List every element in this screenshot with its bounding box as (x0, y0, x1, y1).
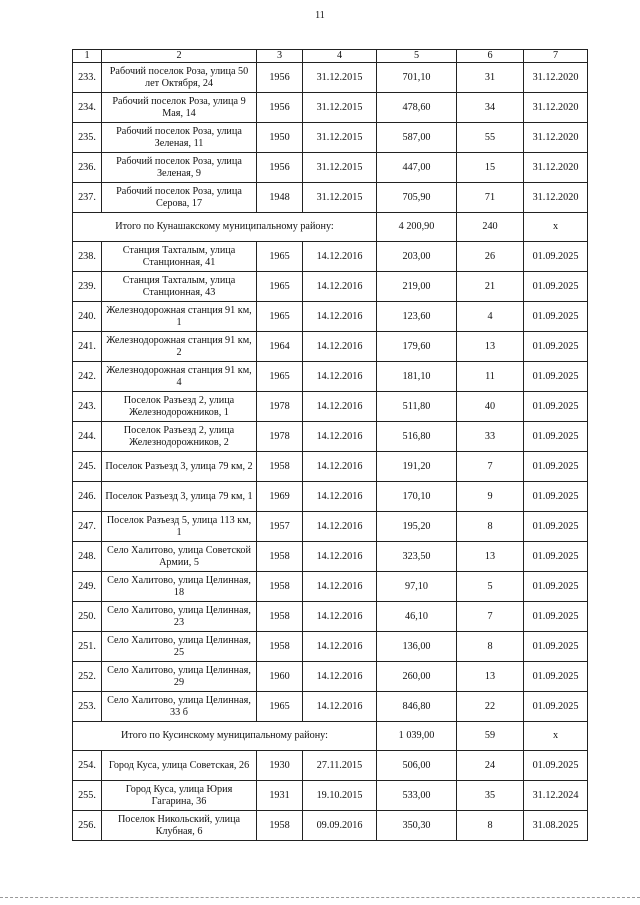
residents-count: 31 (457, 63, 524, 93)
house-address: Поселок Разъезд 5, улица 113 км, 1 (102, 512, 257, 542)
recognition-date: 14.12.2016 (303, 482, 377, 512)
resettlement-deadline: 31.12.2020 (524, 153, 588, 183)
table-row (73, 452, 588, 482)
recognition-date: 14.12.2016 (303, 272, 377, 302)
recognition-date: 09.09.2016 (303, 811, 377, 841)
row-number: 235. (73, 123, 102, 153)
house-area: 511,80 (377, 392, 457, 422)
house-area: 181,10 (377, 362, 457, 392)
resettlement-deadline: 01.09.2025 (524, 392, 588, 422)
resettlement-deadline: 01.09.2025 (524, 602, 588, 632)
house-address: Село Халитово, улица Целинная, 25 (102, 632, 257, 662)
table-row (73, 542, 588, 572)
column-header: 1 (73, 50, 102, 63)
residents-count: 26 (457, 242, 524, 272)
total-label: Итого по Кусинскому муниципальному району: (73, 722, 377, 751)
row-number: 247. (73, 512, 102, 542)
row-number: 242. (73, 362, 102, 392)
row-number: 251. (73, 632, 102, 662)
total-label: Итого по Кунашакскому муниципальному району: (73, 213, 377, 242)
table-row (73, 242, 588, 272)
residents-count: 33 (457, 422, 524, 452)
house-address: Село Халитово, улица Советской Армии, 5 (102, 542, 257, 572)
recognition-date: 14.12.2016 (303, 392, 377, 422)
build-year: 1931 (257, 781, 303, 811)
house-area: 846,80 (377, 692, 457, 722)
district-total-row (73, 722, 588, 751)
total-area: 4 200,90 (377, 213, 457, 242)
total-area: 1 039,00 (377, 722, 457, 751)
housing-register-table (72, 49, 588, 841)
resettlement-deadline: 01.09.2025 (524, 632, 588, 662)
table-row (73, 93, 588, 123)
recognition-date: 19.10.2015 (303, 781, 377, 811)
build-year: 1958 (257, 811, 303, 841)
house-address: Станция Тахталым, улица Станционная, 43 (102, 272, 257, 302)
total-residents: 240 (457, 213, 524, 242)
row-number: 240. (73, 302, 102, 332)
row-number: 238. (73, 242, 102, 272)
residents-count: 8 (457, 632, 524, 662)
residents-count: 8 (457, 512, 524, 542)
house-area: 97,10 (377, 572, 457, 602)
build-year: 1948 (257, 183, 303, 213)
build-year: 1956 (257, 63, 303, 93)
house-address: Поселок Разъезд 3, улица 79 км, 2 (102, 452, 257, 482)
table-row (73, 751, 588, 781)
table-row (73, 811, 588, 841)
page-bottom-divider (0, 897, 640, 898)
table-row (73, 302, 588, 332)
resettlement-deadline: 01.09.2025 (524, 332, 588, 362)
residents-count: 55 (457, 123, 524, 153)
district-total-row (73, 213, 588, 242)
resettlement-deadline: 01.09.2025 (524, 512, 588, 542)
residents-count: 35 (457, 781, 524, 811)
residents-count: 21 (457, 272, 524, 302)
house-area: 516,80 (377, 422, 457, 452)
table-row (73, 632, 588, 662)
house-address: Село Халитово, улица Целинная, 18 (102, 572, 257, 602)
recognition-date: 14.12.2016 (303, 632, 377, 662)
residents-count: 40 (457, 392, 524, 422)
total-residents: 59 (457, 722, 524, 751)
row-number: 245. (73, 452, 102, 482)
build-year: 1965 (257, 692, 303, 722)
row-number: 248. (73, 542, 102, 572)
resettlement-deadline: 01.09.2025 (524, 422, 588, 452)
recognition-date: 14.12.2016 (303, 452, 377, 482)
table-row (73, 692, 588, 722)
house-address: Село Халитово, улица Целинная, 23 (102, 602, 257, 632)
row-number: 254. (73, 751, 102, 781)
house-address: Рабочий поселок Роза, улица Зеленая, 11 (102, 123, 257, 153)
table-row (73, 512, 588, 542)
row-number: 253. (73, 692, 102, 722)
total-deadline: x (524, 722, 588, 751)
house-address: Железнодорожная станция 91 км, 4 (102, 362, 257, 392)
house-area: 219,00 (377, 272, 457, 302)
house-area: 701,10 (377, 63, 457, 93)
house-area: 203,00 (377, 242, 457, 272)
row-number: 237. (73, 183, 102, 213)
resettlement-deadline: 01.09.2025 (524, 692, 588, 722)
row-number: 256. (73, 811, 102, 841)
recognition-date: 14.12.2016 (303, 242, 377, 272)
house-address: Город Куса, улица Советская, 26 (102, 751, 257, 781)
build-year: 1964 (257, 332, 303, 362)
build-year: 1950 (257, 123, 303, 153)
row-number: 252. (73, 662, 102, 692)
residents-count: 4 (457, 302, 524, 332)
house-address: Станция Тахталым, улица Станционная, 41 (102, 242, 257, 272)
house-address: Рабочий поселок Роза, улица Зеленая, 9 (102, 153, 257, 183)
table-row (73, 572, 588, 602)
build-year: 1969 (257, 482, 303, 512)
table-row (73, 123, 588, 153)
build-year: 1956 (257, 153, 303, 183)
page-number: 11 (315, 10, 325, 21)
table-row (73, 662, 588, 692)
build-year: 1965 (257, 242, 303, 272)
build-year: 1930 (257, 751, 303, 781)
residents-count: 13 (457, 332, 524, 362)
recognition-date: 31.12.2015 (303, 153, 377, 183)
residents-count: 71 (457, 183, 524, 213)
recognition-date: 31.12.2015 (303, 93, 377, 123)
row-number: 241. (73, 332, 102, 362)
table-row (73, 781, 588, 811)
house-address: Железнодорожная станция 91 км, 2 (102, 332, 257, 362)
recognition-date: 14.12.2016 (303, 362, 377, 392)
house-address: Рабочий поселок Роза, улица 9 Мая, 14 (102, 93, 257, 123)
resettlement-deadline: 31.12.2020 (524, 183, 588, 213)
row-number: 250. (73, 602, 102, 632)
resettlement-deadline: 31.12.2020 (524, 63, 588, 93)
house-address: Железнодорожная станция 91 км, 1 (102, 302, 257, 332)
residents-count: 7 (457, 452, 524, 482)
residents-count: 5 (457, 572, 524, 602)
house-area: 170,10 (377, 482, 457, 512)
resettlement-deadline: 31.08.2025 (524, 811, 588, 841)
house-address: Поселок Разъезд 3, улица 79 км, 1 (102, 482, 257, 512)
recognition-date: 31.12.2015 (303, 183, 377, 213)
residents-count: 34 (457, 93, 524, 123)
build-year: 1965 (257, 362, 303, 392)
resettlement-deadline: 01.09.2025 (524, 362, 588, 392)
residents-count: 11 (457, 362, 524, 392)
table-row (73, 63, 588, 93)
row-number: 255. (73, 781, 102, 811)
table-row (73, 602, 588, 632)
resettlement-deadline: 01.09.2025 (524, 242, 588, 272)
house-address: Поселок Никольский, улица Клубная, 6 (102, 811, 257, 841)
house-area: 705,90 (377, 183, 457, 213)
table-row (73, 362, 588, 392)
build-year: 1958 (257, 632, 303, 662)
resettlement-deadline: 01.09.2025 (524, 272, 588, 302)
table-row (73, 153, 588, 183)
row-number: 234. (73, 93, 102, 123)
recognition-date: 14.12.2016 (303, 692, 377, 722)
house-area: 533,00 (377, 781, 457, 811)
total-deadline: x (524, 213, 588, 242)
residents-count: 9 (457, 482, 524, 512)
recognition-date: 14.12.2016 (303, 302, 377, 332)
row-number: 233. (73, 63, 102, 93)
build-year: 1958 (257, 542, 303, 572)
resettlement-deadline: 01.09.2025 (524, 542, 588, 572)
column-header: 6 (457, 50, 524, 63)
house-area: 46,10 (377, 602, 457, 632)
resettlement-deadline: 31.12.2020 (524, 93, 588, 123)
resettlement-deadline: 01.09.2025 (524, 751, 588, 781)
house-area: 179,60 (377, 332, 457, 362)
row-number: 244. (73, 422, 102, 452)
column-header: 3 (257, 50, 303, 63)
column-header: 5 (377, 50, 457, 63)
house-area: 447,00 (377, 153, 457, 183)
build-year: 1965 (257, 302, 303, 332)
residents-count: 7 (457, 602, 524, 632)
house-area: 323,50 (377, 542, 457, 572)
house-area: 195,20 (377, 512, 457, 542)
resettlement-deadline: 01.09.2025 (524, 482, 588, 512)
build-year: 1958 (257, 572, 303, 602)
recognition-date: 14.12.2016 (303, 602, 377, 632)
recognition-date: 14.12.2016 (303, 332, 377, 362)
build-year: 1965 (257, 272, 303, 302)
recognition-date: 27.11.2015 (303, 751, 377, 781)
recognition-date: 31.12.2015 (303, 63, 377, 93)
build-year: 1978 (257, 392, 303, 422)
house-address: Село Халитово, улица Целинная, 29 (102, 662, 257, 692)
row-number: 236. (73, 153, 102, 183)
resettlement-deadline: 31.12.2020 (524, 123, 588, 153)
residents-count: 13 (457, 542, 524, 572)
house-area: 587,00 (377, 123, 457, 153)
house-address: Поселок Разъезд 2, улица Железнодорожников, 2 (102, 422, 257, 452)
row-number: 246. (73, 482, 102, 512)
resettlement-deadline: 01.09.2025 (524, 572, 588, 602)
house-address: Село Халитово, улица Целинная, 33 б (102, 692, 257, 722)
residents-count: 24 (457, 751, 524, 781)
build-year: 1958 (257, 452, 303, 482)
house-area: 260,00 (377, 662, 457, 692)
table-row (73, 272, 588, 302)
residents-count: 13 (457, 662, 524, 692)
table-row (73, 183, 588, 213)
row-number: 249. (73, 572, 102, 602)
table-row (73, 482, 588, 512)
build-year: 1958 (257, 602, 303, 632)
column-header: 4 (303, 50, 377, 63)
resettlement-deadline: 01.09.2025 (524, 302, 588, 332)
residents-count: 15 (457, 153, 524, 183)
house-area: 123,60 (377, 302, 457, 332)
table-row (73, 392, 588, 422)
row-number: 243. (73, 392, 102, 422)
recognition-date: 14.12.2016 (303, 542, 377, 572)
column-header: 2 (102, 50, 257, 63)
resettlement-deadline: 01.09.2025 (524, 662, 588, 692)
build-year: 1978 (257, 422, 303, 452)
table-row (73, 332, 588, 362)
table-row (73, 422, 588, 452)
resettlement-deadline: 31.12.2024 (524, 781, 588, 811)
recognition-date: 14.12.2016 (303, 512, 377, 542)
house-address: Город Куса, улица Юрия Гагарина, 36 (102, 781, 257, 811)
recognition-date: 14.12.2016 (303, 572, 377, 602)
recognition-date: 14.12.2016 (303, 422, 377, 452)
recognition-date: 31.12.2015 (303, 123, 377, 153)
house-area: 350,30 (377, 811, 457, 841)
house-address: Рабочий поселок Роза, улица 50 лет Октября, 24 (102, 63, 257, 93)
recognition-date: 14.12.2016 (303, 662, 377, 692)
resettlement-deadline: 01.09.2025 (524, 452, 588, 482)
house-address: Рабочий поселок Роза, улица Серова, 17 (102, 183, 257, 213)
row-number: 239. (73, 272, 102, 302)
residents-count: 8 (457, 811, 524, 841)
residents-count: 22 (457, 692, 524, 722)
build-year: 1956 (257, 93, 303, 123)
house-area: 478,60 (377, 93, 457, 123)
house-area: 136,00 (377, 632, 457, 662)
build-year: 1960 (257, 662, 303, 692)
column-header: 7 (524, 50, 588, 63)
column-number-header-row (73, 50, 588, 63)
house-address: Поселок Разъезд 2, улица Железнодорожников, 1 (102, 392, 257, 422)
build-year: 1957 (257, 512, 303, 542)
house-area: 506,00 (377, 751, 457, 781)
house-area: 191,20 (377, 452, 457, 482)
